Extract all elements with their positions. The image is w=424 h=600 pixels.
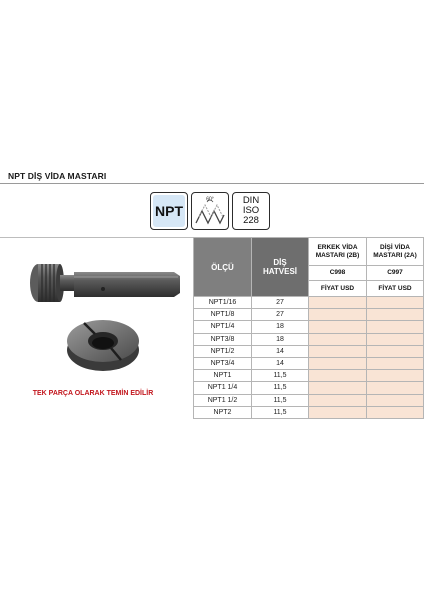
page-title: NPT DİŞ VİDA MASTARI	[8, 171, 107, 181]
din-line-3: 228	[243, 215, 259, 226]
product-caption: TEK PARÇA OLARAK TEMİN EDİLİR	[32, 390, 154, 397]
header-dis-hatvesi: DİŞ HATVESİ	[252, 238, 309, 297]
row-size: NPT1 1/2	[194, 394, 252, 406]
row-pitch: 27	[252, 309, 309, 321]
row-price-disi	[367, 345, 424, 357]
price-label-erkek: FİYAT USD	[309, 281, 367, 297]
row-price-disi	[367, 357, 424, 369]
header-erkek-vida: ERKEK VİDA MASTARI (2B)	[309, 238, 367, 266]
din-line-1: DIN	[242, 195, 260, 206]
row-price-disi	[367, 382, 424, 394]
row-price-erkek	[309, 394, 367, 406]
row-pitch: 18	[252, 333, 309, 345]
din-line-2: ISO	[242, 205, 260, 216]
row-price-erkek	[309, 370, 367, 382]
row-price-disi	[367, 370, 424, 382]
row-price-erkek	[309, 406, 367, 418]
row-price-erkek	[309, 345, 367, 357]
thread-profile-badge	[191, 192, 229, 230]
din-iso-badge	[232, 192, 270, 230]
thread-ring-gauge-image	[67, 320, 139, 371]
row-size: NPT1/2	[194, 345, 252, 357]
row-size: NPT2	[194, 406, 252, 418]
row-pitch: 11,5	[252, 370, 309, 382]
table-row	[194, 321, 424, 333]
header-olcu: ÖLÇÜ	[194, 238, 252, 297]
thread-profile-icon	[193, 194, 227, 228]
row-price-disi	[367, 333, 424, 345]
row-price-erkek	[309, 382, 367, 394]
table-row	[194, 309, 424, 321]
row-pitch: 14	[252, 357, 309, 369]
row-price-disi	[367, 297, 424, 309]
row-price-disi	[367, 406, 424, 418]
row-price-erkek	[309, 333, 367, 345]
spec-table	[193, 237, 424, 419]
row-price-disi	[367, 309, 424, 321]
row-size: NPT3/4	[194, 357, 252, 369]
title-divider	[0, 183, 424, 184]
product-panel	[0, 237, 194, 427]
thread-angle-label: 60°	[206, 196, 214, 203]
row-size: NPT1/8	[194, 309, 252, 321]
code-erkek: C998	[309, 266, 367, 281]
table-row	[194, 370, 424, 382]
row-size: NPT1/16	[194, 297, 252, 309]
row-size: NPT1	[194, 370, 252, 382]
row-pitch: 27	[252, 297, 309, 309]
table-row	[194, 333, 424, 345]
row-price-disi	[367, 321, 424, 333]
table-row	[194, 345, 424, 357]
row-pitch: 14	[252, 345, 309, 357]
table-row	[194, 357, 424, 369]
table-row	[194, 382, 424, 394]
row-price-erkek	[309, 321, 367, 333]
standard-badges	[150, 192, 270, 232]
table-row	[194, 297, 424, 309]
row-price-erkek	[309, 297, 367, 309]
row-price-erkek	[309, 357, 367, 369]
row-price-disi	[367, 394, 424, 406]
code-disi: C997	[367, 266, 424, 281]
table-row	[194, 394, 424, 406]
row-pitch: 18	[252, 321, 309, 333]
header-disi-vida: DİŞİ VİDA MASTARI (2A)	[367, 238, 424, 266]
price-label-disi: FİYAT USD	[367, 281, 424, 297]
row-pitch: 11,5	[252, 394, 309, 406]
row-pitch: 11,5	[252, 406, 309, 418]
row-price-erkek	[309, 309, 367, 321]
row-pitch: 11,5	[252, 382, 309, 394]
thread-plug-gauge-image	[0, 237, 194, 387]
table-row	[194, 406, 424, 418]
npt-badge-label: NPT	[153, 195, 185, 227]
row-size: NPT1 1/4	[194, 382, 252, 394]
row-size: NPT1/4	[194, 321, 252, 333]
npt-badge	[150, 192, 188, 230]
row-size: NPT3/8	[194, 333, 252, 345]
